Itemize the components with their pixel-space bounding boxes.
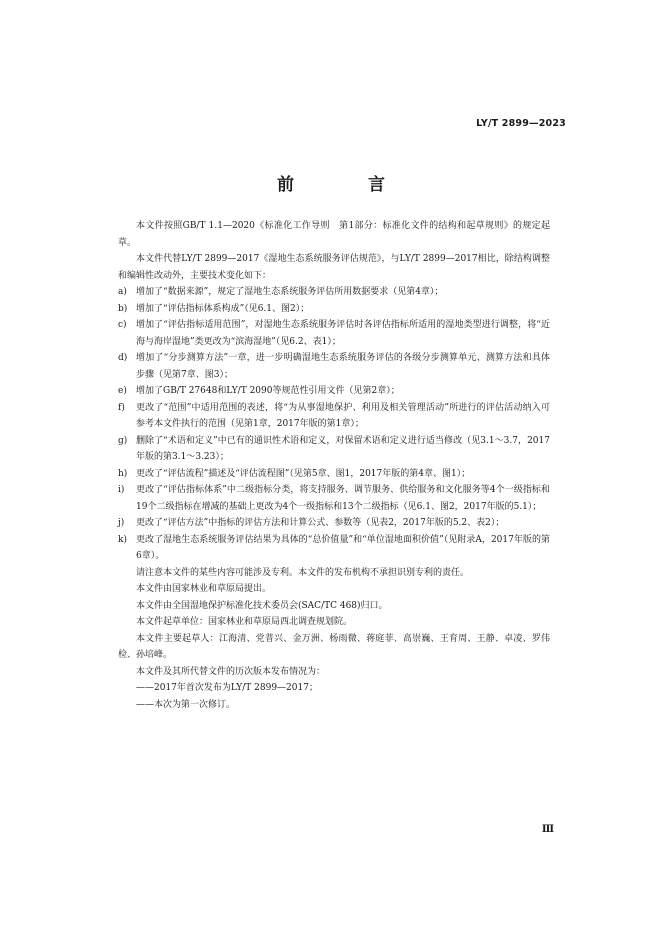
paragraph-proposer: 本文件由国家林业和草原局提出。: [136, 584, 272, 594]
history-item: ——2017年首次发布为LY/T 2899—2017；: [136, 683, 318, 693]
list-item-label: g): [118, 435, 128, 446]
list-item-text: 更改了湿地生态系统服务评估结果为具体的“总价值量”和“单位湿地面积价值”（见附录A，2017年版的第6章）。: [136, 534, 550, 561]
foreword-body: [118, 218, 550, 713]
page-number: Ⅲ: [541, 824, 554, 835]
list-item-label: b): [118, 303, 128, 314]
list-item-label: i): [118, 485, 125, 495]
list-item-text: 增加了“数据来源”，规定了湿地生态系统服务评估所用数据要求（见第4章）；: [136, 287, 444, 297]
page-title: 前 言: [277, 175, 419, 195]
list-item-text: 更改了“评估方法”中指标的评估方法和计算公式、参数等（见表2，2017年版的5.2、表2）；: [136, 518, 505, 528]
list-item-label: j): [118, 518, 125, 528]
paragraph-drafting-rule: 本文件按照GB/T 1.1—2020《标准化工作导则 第1部分：标准化文件的结构和起草规则》的规定起草。: [118, 221, 550, 248]
paragraph-drafters: 本文件主要起草人：江海清、党普兴、金万洲、杨雨微、蒋庭菲、高崇巍、王育周、王静、卓凌、罗伟检、孙培峰。: [118, 633, 550, 660]
list-item: [118, 317, 550, 350]
history-item: ——本次为第一次修订。: [136, 699, 236, 710]
list-item: [118, 350, 550, 383]
list-item-text: 增加了GB/T 27648和LY/T 2090等规范性引用文件（见第2章）；: [136, 386, 400, 396]
changes-list: [118, 284, 550, 565]
list-item: [118, 532, 550, 565]
list-item: [118, 383, 550, 400]
list-item-label: h): [118, 468, 128, 479]
list-item-label: c): [118, 320, 127, 330]
list-item-text: 增加了“分步测算方法”一章，进一步明确湿地生态系统服务评估的各级分步测算单元、测算方法和具体步骤（见第7章、图3）；: [136, 353, 550, 380]
list-item-text: 增加了“评估指标体系构成”（见6.1、图2）；: [136, 303, 310, 314]
list-item-text: 删除了“术语和定义”中已有的通识性术语和定义，对保留术语和定义进行适当修改（见3.1～3.7，2017年版的第3.1～3.23）；: [136, 435, 550, 462]
list-item: [118, 284, 550, 301]
paragraph-replaces: 本文件代替LY/T 2899—2017《湿地生态系统服务评估规范》，与LY/T 2899—2017相比，除结构调整和编辑性改动外，主要技术变化如下：: [118, 254, 550, 281]
paragraph-patent-notice: 请注意本文件的某些内容可能涉及专利。本文件的发布机构不承担识别专利的责任。: [136, 567, 470, 578]
list-item-label: a): [118, 287, 127, 297]
standard-code: LY/T 2899—2023: [476, 118, 566, 129]
list-item-label: f): [118, 402, 125, 413]
list-item-label: e): [118, 386, 127, 396]
list-item: [118, 482, 550, 515]
list-item: [118, 433, 550, 466]
list-item-text: 更改了“范围”中适用范围的表述，将“为从事湿地保护、利用及相关管理活动”所进行的评估活动纳入可参考本文件执行的范围（见第1章，2017年版的第1章）；: [136, 402, 550, 429]
list-item: [118, 301, 550, 318]
list-item: [118, 515, 550, 532]
paragraph-version-history: 本文件及其所代替文件的历次版本发布情况为：: [136, 666, 326, 677]
list-item: [118, 400, 550, 433]
paragraph-drafting-unit: 本文件起草单位：国家林业和草原局西北调查规划院。: [136, 617, 353, 627]
list-item-label: d): [118, 353, 128, 363]
list-item: [118, 466, 550, 483]
list-item-text: 增加了“评估指标适用范围”，对湿地生态系统服务评估时各评估指标所适用的湿地类型进行调整，将“近海与海岸湿地”类更改为“滨海湿地”（见6.2、表1）；: [136, 320, 550, 347]
list-item-text: 更改了“评估指标体系”中二级指标分类，将支持服务、调节服务、供给服务和文化服务等4个一级指标和19个二级指标在增减的基础上更改为4个一级指标和13个二级指标（见6.1、图2，2017年版的5.1）；: [136, 485, 550, 512]
paragraph-technical-committee: 本文件由全国湿地保护标准化技术委员会(SAC/TC 468)归口。: [136, 600, 388, 611]
list-item-label: k): [118, 534, 127, 545]
list-item-text: 更改了“评估流程”描述及“评估流程图”（见第5章、图1，2017年版的第4章、图1）；: [136, 468, 471, 479]
